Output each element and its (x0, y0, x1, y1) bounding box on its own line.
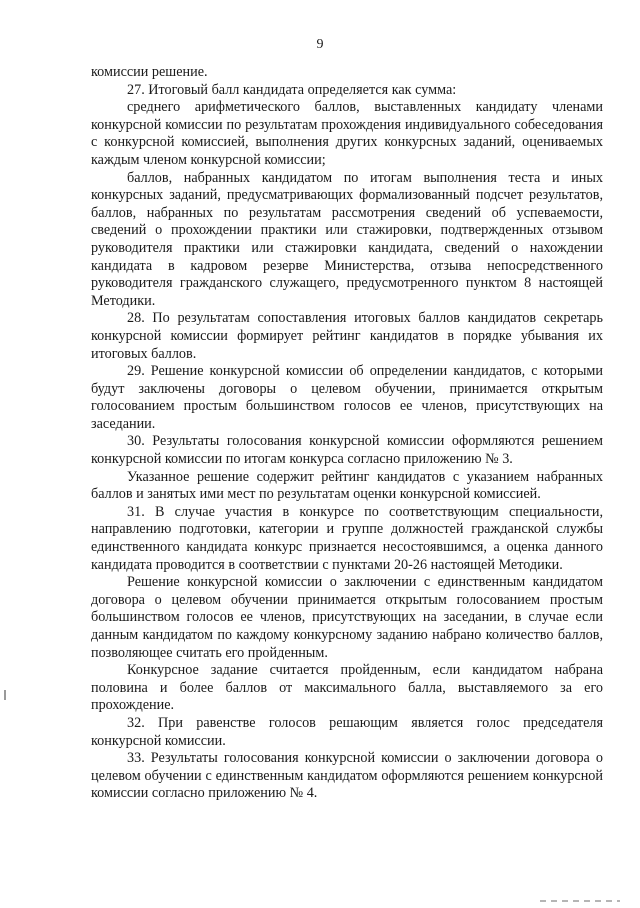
paragraph-item-27-part-1: среднего арифметического баллов, выставленных кандидату членами конкурсной комиссии по результатам прохождения индивидуального собеседования с конкурсной комиссией, выполнения других конкурсных заданий, оцениваемых каждым членом конкурсной комиссии; (91, 99, 603, 168)
paragraph-item-33: 33. Результаты голосования конкурсной комиссии о заключении договора о целевом обучении с единственным кандидатом оформляются решением конкурсной комиссии согласно приложению № 4. (91, 750, 603, 802)
paragraph-item-30: 30. Результаты голосования конкурсной комиссии оформляются решением конкурсной комиссии по итогам конкурса согласно приложению № 3. (91, 433, 603, 468)
paragraph-item-27: 27. Итоговый балл кандидата определяется как сумма: (127, 81, 457, 98)
scan-margin-mark (4, 690, 6, 700)
paragraph-continuation: комиссии решение. (91, 64, 208, 80)
paragraph-item-30-note: Указанное решение содержит рейтинг кандидатов с указанием набранных баллов и занятых ими мест по результатам оценки конкурсной комиссией. (91, 468, 603, 503)
paragraph-item-31: 31. В случае участия в конкурсе по соответствующим специальности, направлению подготовки, категории и группе должностей гражданской службы единственного кандидата конкурс признается несостоявшимся, а оценка данного кандидата проводится в соответствии с пунктами 20-26 настоящей Методики. (91, 503, 603, 573)
document-body (91, 64, 603, 803)
paragraph-item-31-condition: Конкурсное задание считается пройденным, если кандидатом набрана половина и более баллов от максимального балла, выставляемого за его прохождение. (91, 662, 603, 714)
paragraph-item-27-part-2: баллов, набранных кандидатом по итогам выполнения теста и иных конкурсных заданий, предусматривающих формализованный подсчет результатов, баллов, набранных по результатам рассмотрения сведений об успеваемости, сведений о прохождении практики или стажировки, подтвержденных отзывом руководителя практики или стажировки кандидата, сведений о нахождении кандидата в кадровом резерве Министерства, отзыва непосредственного руководителя гражданского служащего, предусмотренного пунктом 8 настоящей Методики. (91, 169, 603, 309)
paragraph-item-28: 28. По результатам сопоставления итоговых баллов кандидатов секретарь конкурсной комиссии формирует рейтинг кандидатов в порядке убывания их итоговых баллов. (91, 310, 603, 362)
paragraph-item-32: 32. При равенстве голосов решающим является голос председателя конкурсной комиссии. (91, 714, 603, 749)
paragraph-item-29: 29. Решение конкурсной комиссии об определении кандидатов, с которыми будут заключены договоры о целевом обучении, принимается открытым голосованием простым большинством голосов ее членов, присутствующих на заседании. (91, 363, 603, 432)
page-number: 9 (316, 37, 324, 52)
paragraph-item-31-decision: Решение конкурсной комиссии о заключении с единственным кандидатом договора о целевом обучении принимается открытым голосованием простым большинством голосов ее членов, присутствующих на заседании, в случае если данным кандидатом по каждому конкурсному заданию набрано количество баллов, позволяющее считать его пройденным. (91, 574, 603, 661)
scan-footer-artifact (540, 900, 620, 902)
